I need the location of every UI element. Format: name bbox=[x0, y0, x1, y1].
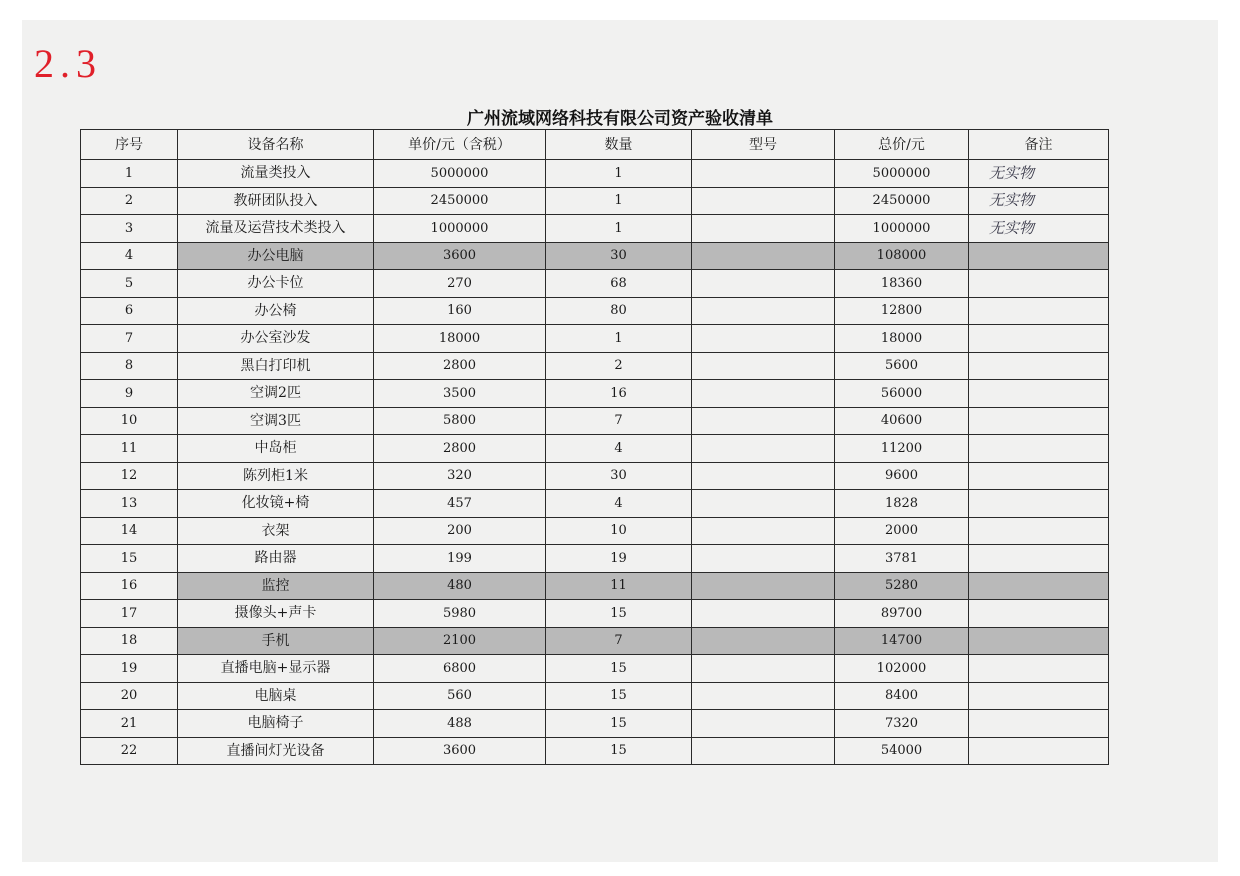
quantity-cell: 15 bbox=[546, 737, 692, 765]
remark-cell bbox=[969, 737, 1109, 765]
total-price-cell: 1828 bbox=[835, 490, 969, 518]
equipment-name-cell: 路由器 bbox=[178, 545, 374, 573]
table-row bbox=[81, 710, 1109, 738]
unit-price-cell: 5000000 bbox=[374, 160, 546, 188]
row-number-cell: 16 bbox=[81, 572, 178, 600]
table-row bbox=[81, 270, 1109, 298]
row-number-cell: 18 bbox=[81, 627, 178, 655]
total-price-cell: 18000 bbox=[835, 325, 969, 353]
row-number-cell: 12 bbox=[81, 462, 178, 490]
remark-cell bbox=[969, 572, 1109, 600]
quantity-cell: 16 bbox=[546, 380, 692, 408]
equipment-name-cell: 电脑桌 bbox=[178, 682, 374, 710]
header-remark: 备注 bbox=[969, 130, 1109, 160]
unit-price-cell: 560 bbox=[374, 682, 546, 710]
model-cell bbox=[692, 737, 835, 765]
remark-cell bbox=[969, 325, 1109, 353]
table-row bbox=[81, 627, 1109, 655]
row-number-cell: 4 bbox=[81, 242, 178, 270]
table-row bbox=[81, 545, 1109, 573]
unit-price-cell: 2450000 bbox=[374, 187, 546, 215]
unit-price-cell: 200 bbox=[374, 517, 546, 545]
remark-cell bbox=[969, 435, 1109, 463]
asset-acceptance-table bbox=[80, 129, 1109, 765]
row-number-cell: 14 bbox=[81, 517, 178, 545]
row-number-cell: 13 bbox=[81, 490, 178, 518]
equipment-name-cell: 办公室沙发 bbox=[178, 325, 374, 353]
unit-price-cell: 2800 bbox=[374, 352, 546, 380]
table-row bbox=[81, 462, 1109, 490]
total-price-cell: 7320 bbox=[835, 710, 969, 738]
table-row bbox=[81, 187, 1109, 215]
row-number-cell: 11 bbox=[81, 435, 178, 463]
table-row bbox=[81, 242, 1109, 270]
model-cell bbox=[692, 572, 835, 600]
equipment-name-cell: 衣架 bbox=[178, 517, 374, 545]
remark-cell bbox=[969, 242, 1109, 270]
unit-price-cell: 3500 bbox=[374, 380, 546, 408]
unit-price-cell: 1000000 bbox=[374, 215, 546, 243]
equipment-name-cell: 流量类投入 bbox=[178, 160, 374, 188]
header-no: 序号 bbox=[81, 130, 178, 160]
equipment-name-cell: 手机 bbox=[178, 627, 374, 655]
model-cell bbox=[692, 710, 835, 738]
row-number-cell: 21 bbox=[81, 710, 178, 738]
table-row bbox=[81, 215, 1109, 243]
quantity-cell: 4 bbox=[546, 435, 692, 463]
total-price-cell: 5000000 bbox=[835, 160, 969, 188]
remark-cell bbox=[969, 407, 1109, 435]
equipment-name-cell: 办公电脑 bbox=[178, 242, 374, 270]
row-number-cell: 22 bbox=[81, 737, 178, 765]
remark-cell bbox=[969, 490, 1109, 518]
row-number-cell: 9 bbox=[81, 380, 178, 408]
remark-cell bbox=[969, 517, 1109, 545]
quantity-cell: 15 bbox=[546, 655, 692, 683]
unit-price-cell: 18000 bbox=[374, 325, 546, 353]
quantity-cell: 10 bbox=[546, 517, 692, 545]
row-number-cell: 3 bbox=[81, 215, 178, 243]
unit-price-cell: 457 bbox=[374, 490, 546, 518]
equipment-name-cell: 直播电脑+显示器 bbox=[178, 655, 374, 683]
remark-cell bbox=[969, 710, 1109, 738]
table-header-row bbox=[81, 130, 1109, 160]
equipment-name-cell: 流量及运营技术类投入 bbox=[178, 215, 374, 243]
model-cell bbox=[692, 215, 835, 243]
quantity-cell: 1 bbox=[546, 325, 692, 353]
table-row bbox=[81, 655, 1109, 683]
model-cell bbox=[692, 655, 835, 683]
equipment-name-cell: 监控 bbox=[178, 572, 374, 600]
table-row bbox=[81, 380, 1109, 408]
equipment-name-cell: 化妆镜+椅 bbox=[178, 490, 374, 518]
remark-cell: 无实物 bbox=[969, 160, 1109, 188]
total-price-cell: 102000 bbox=[835, 655, 969, 683]
document-title: 广州流域网络科技有限公司资产验收清单 bbox=[467, 109, 773, 129]
header-equipment-name: 设备名称 bbox=[178, 130, 374, 160]
quantity-cell: 2 bbox=[546, 352, 692, 380]
table-row bbox=[81, 352, 1109, 380]
quantity-cell: 30 bbox=[546, 462, 692, 490]
row-number-cell: 6 bbox=[81, 297, 178, 325]
header-total-price: 总价/元 bbox=[835, 130, 969, 160]
remark-cell bbox=[969, 600, 1109, 628]
model-cell bbox=[692, 545, 835, 573]
total-price-cell: 56000 bbox=[835, 380, 969, 408]
equipment-name-cell: 办公椅 bbox=[178, 297, 374, 325]
equipment-name-cell: 办公卡位 bbox=[178, 270, 374, 298]
quantity-cell: 1 bbox=[546, 160, 692, 188]
model-cell bbox=[692, 682, 835, 710]
row-number-cell: 1 bbox=[81, 160, 178, 188]
model-cell bbox=[692, 435, 835, 463]
remark-cell bbox=[969, 462, 1109, 490]
page-number-label: 2.3 bbox=[34, 41, 102, 86]
row-number-cell: 20 bbox=[81, 682, 178, 710]
total-price-cell: 12800 bbox=[835, 297, 969, 325]
total-price-cell: 2000 bbox=[835, 517, 969, 545]
equipment-name-cell: 空调3匹 bbox=[178, 407, 374, 435]
total-price-cell: 9600 bbox=[835, 462, 969, 490]
remark-cell: 无实物 bbox=[969, 187, 1109, 215]
quantity-cell: 7 bbox=[546, 627, 692, 655]
total-price-cell: 8400 bbox=[835, 682, 969, 710]
total-price-cell: 2450000 bbox=[835, 187, 969, 215]
quantity-cell: 68 bbox=[546, 270, 692, 298]
table-row bbox=[81, 407, 1109, 435]
model-cell bbox=[692, 627, 835, 655]
equipment-name-cell: 教研团队投入 bbox=[178, 187, 374, 215]
header-quantity: 数量 bbox=[546, 130, 692, 160]
total-price-cell: 5600 bbox=[835, 352, 969, 380]
total-price-cell: 54000 bbox=[835, 737, 969, 765]
equipment-name-cell: 中岛柜 bbox=[178, 435, 374, 463]
total-price-cell: 108000 bbox=[835, 242, 969, 270]
total-price-cell: 14700 bbox=[835, 627, 969, 655]
remark-cell bbox=[969, 682, 1109, 710]
row-number-cell: 17 bbox=[81, 600, 178, 628]
table-row bbox=[81, 160, 1109, 188]
unit-price-cell: 3600 bbox=[374, 737, 546, 765]
total-price-cell: 18360 bbox=[835, 270, 969, 298]
unit-price-cell: 270 bbox=[374, 270, 546, 298]
model-cell bbox=[692, 407, 835, 435]
total-price-cell: 1000000 bbox=[835, 215, 969, 243]
table-row bbox=[81, 325, 1109, 353]
model-cell bbox=[692, 297, 835, 325]
remark-cell bbox=[969, 545, 1109, 573]
row-number-cell: 15 bbox=[81, 545, 178, 573]
total-price-cell: 5280 bbox=[835, 572, 969, 600]
quantity-cell: 11 bbox=[546, 572, 692, 600]
unit-price-cell: 480 bbox=[374, 572, 546, 600]
equipment-name-cell: 电脑椅子 bbox=[178, 710, 374, 738]
total-price-cell: 40600 bbox=[835, 407, 969, 435]
table-row bbox=[81, 600, 1109, 628]
quantity-cell: 30 bbox=[546, 242, 692, 270]
equipment-name-cell: 空调2匹 bbox=[178, 380, 374, 408]
quantity-cell: 15 bbox=[546, 710, 692, 738]
remark-cell bbox=[969, 297, 1109, 325]
total-price-cell: 89700 bbox=[835, 600, 969, 628]
model-cell bbox=[692, 325, 835, 353]
model-cell bbox=[692, 352, 835, 380]
equipment-name-cell: 摄像头+声卡 bbox=[178, 600, 374, 628]
model-cell bbox=[692, 187, 835, 215]
remark-cell bbox=[969, 352, 1109, 380]
total-price-cell: 11200 bbox=[835, 435, 969, 463]
row-number-cell: 5 bbox=[81, 270, 178, 298]
unit-price-cell: 2100 bbox=[374, 627, 546, 655]
row-number-cell: 8 bbox=[81, 352, 178, 380]
row-number-cell: 2 bbox=[81, 187, 178, 215]
unit-price-cell: 160 bbox=[374, 297, 546, 325]
unit-price-cell: 6800 bbox=[374, 655, 546, 683]
quantity-cell: 1 bbox=[546, 187, 692, 215]
table-row bbox=[81, 297, 1109, 325]
table-row bbox=[81, 737, 1109, 765]
table-row bbox=[81, 435, 1109, 463]
unit-price-cell: 488 bbox=[374, 710, 546, 738]
unit-price-cell: 320 bbox=[374, 462, 546, 490]
model-cell bbox=[692, 242, 835, 270]
quantity-cell: 7 bbox=[546, 407, 692, 435]
model-cell bbox=[692, 517, 835, 545]
quantity-cell: 4 bbox=[546, 490, 692, 518]
table-row bbox=[81, 572, 1109, 600]
unit-price-cell: 5980 bbox=[374, 600, 546, 628]
unit-price-cell: 2800 bbox=[374, 435, 546, 463]
table-row bbox=[81, 490, 1109, 518]
equipment-name-cell: 陈列柜1米 bbox=[178, 462, 374, 490]
model-cell bbox=[692, 600, 835, 628]
quantity-cell: 19 bbox=[546, 545, 692, 573]
row-number-cell: 19 bbox=[81, 655, 178, 683]
unit-price-cell: 5800 bbox=[374, 407, 546, 435]
model-cell bbox=[692, 462, 835, 490]
quantity-cell: 80 bbox=[546, 297, 692, 325]
model-cell bbox=[692, 160, 835, 188]
equipment-name-cell: 黑白打印机 bbox=[178, 352, 374, 380]
table-row bbox=[81, 682, 1109, 710]
remark-cell bbox=[969, 655, 1109, 683]
equipment-name-cell: 直播间灯光设备 bbox=[178, 737, 374, 765]
model-cell bbox=[692, 270, 835, 298]
remark-cell bbox=[969, 380, 1109, 408]
unit-price-cell: 3600 bbox=[374, 242, 546, 270]
remark-cell bbox=[969, 270, 1109, 298]
model-cell bbox=[692, 490, 835, 518]
row-number-cell: 10 bbox=[81, 407, 178, 435]
table-row bbox=[81, 517, 1109, 545]
quantity-cell: 1 bbox=[546, 215, 692, 243]
unit-price-cell: 199 bbox=[374, 545, 546, 573]
header-model: 型号 bbox=[692, 130, 835, 160]
row-number-cell: 7 bbox=[81, 325, 178, 353]
remark-cell: 无实物 bbox=[969, 215, 1109, 243]
remark-cell bbox=[969, 627, 1109, 655]
quantity-cell: 15 bbox=[546, 600, 692, 628]
header-unit-price: 单价/元（含税） bbox=[374, 130, 546, 160]
quantity-cell: 15 bbox=[546, 682, 692, 710]
model-cell bbox=[692, 380, 835, 408]
total-price-cell: 3781 bbox=[835, 545, 969, 573]
